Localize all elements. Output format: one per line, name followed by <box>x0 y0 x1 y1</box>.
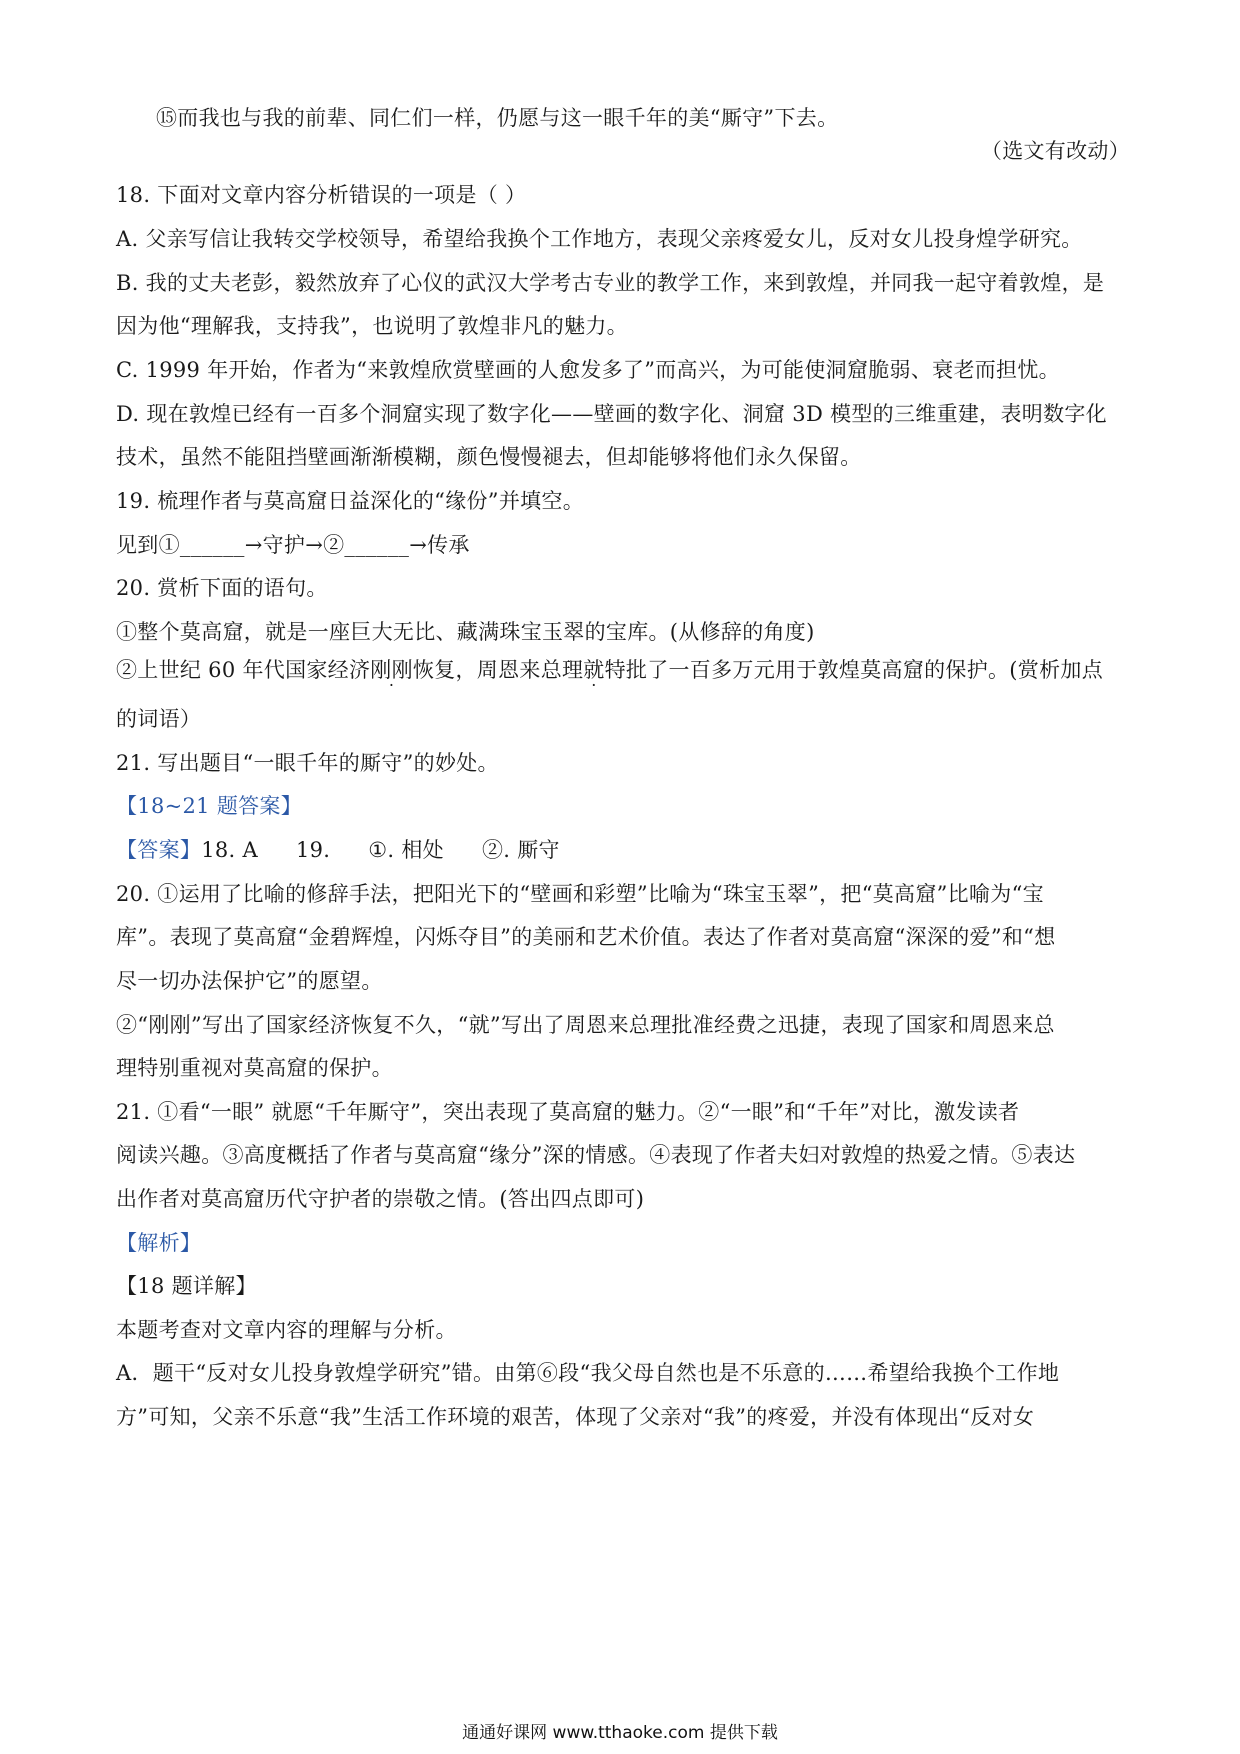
question-18-detail-line-2: A．题干“反对女儿投身敦煌学研究”错。由第⑥段“我父母自然也是不乐意的……希望给我换个工作地 <box>116 1361 1060 1385</box>
question-18-option-b: B. 我的丈夫老彭，毅然放弃了心仪的武汉大学考古专业的教学工作，来到敦煌，并同我一起守着敦煌，是 <box>116 271 1105 295</box>
answer-line <box>116 835 1130 865</box>
question-18-stem: 18. 下面对文章内容分析错误的一项是（ ） <box>116 183 527 207</box>
answer-20-line-4: ②“刚刚”写出了国家经济恢复不久，“就”写出了周恩来总理批准经费之迅捷，表现了国家和周恩来总 <box>116 1013 1055 1037</box>
question-20-stem: 20. 赏析下面的语句。 <box>116 576 328 600</box>
paragraph-15: ⑮而我也与我的前辈、同仁们一样，仍愿与这一眼千年的美“厮守”下去。 <box>156 106 839 130</box>
question-18-detail-line-1: 本题考查对文章内容的理解与分析。 <box>116 1318 457 1342</box>
dotted-word-gang-gang: 刚刚 <box>370 658 413 682</box>
question-20-sentence-2 <box>116 655 1130 685</box>
analysis-header: 【解析】 <box>116 1231 202 1255</box>
sentence-2-text-post: 特批了一百多万元用于敦煌莫高窟的保护。(赏析加点 <box>604 658 1103 682</box>
answer-19-blank-2: ②. 厮守 <box>481 838 560 862</box>
question-18-option-b-cont: 因为他“理解我，支持我”，也说明了敦煌非凡的魅力。 <box>116 314 628 338</box>
answer-21-line-1: 21. ①看“一眼” 就愿“千年厮守”，突出表现了莫高窟的魅力。②“一眼”和“千年”对比，激发读者 <box>116 1100 1020 1124</box>
sentence-2-text-mid: 恢复，周恩来总理 <box>412 658 584 682</box>
question-20-sentence-1: ①整个莫高窟，就是一座巨大无比、藏满珠宝玉翠的宝库。(从修辞的角度) <box>116 620 815 644</box>
answer-21-line-3: 出作者对莫高窟历代守护者的崇敬之情。(答出四点即可) <box>116 1187 645 1211</box>
answer-19-number: 19. <box>295 838 331 862</box>
question-19-stem: 19. 梳理作者与莫高窟日益深化的“缘份”并填空。 <box>116 489 585 513</box>
question-18-detail-line-3: 方”可知，父亲不乐意“我”生活工作环境的艰苦，体现了父亲对“我”的疼爱，并没有体现出“反对女 <box>116 1405 1035 1429</box>
question-18-option-a: A. 父亲写信让我转交学校领导，希望给我换个工作地方，表现父亲疼爱女儿，反对女儿投身煌学研究。 <box>116 227 1083 251</box>
answer-20-line-2: 库”。表现了莫高窟“金碧辉煌，闪烁夺目”的美丽和艺术价值。表达了作者对莫高窟“深深的爱”和“想 <box>116 925 1056 949</box>
question-18-option-d-cont: 技术，虽然不能阻挡壁画渐渐模糊，颜色慢慢褪去，但却能够将他们永久保留。 <box>116 445 862 469</box>
answer-20-line-1: 20. ①运用了比喻的修辞手法，把阳光下的“壁画和彩塑”比喻为“珠宝玉翠”，把“莫高窟”比喻为“宝 <box>116 882 1044 906</box>
question-19-fill: 见到①______→守护→②______→传承 <box>116 533 470 557</box>
answer-20-line-3: 尽一切办法保护它”的愿望。 <box>116 969 383 993</box>
dotted-word-jiu: 就 <box>583 658 605 682</box>
answer-section-header: 【18~21 题答案】 <box>116 794 303 818</box>
answer-20-line-5: 理特别重视对莫高窟的保护。 <box>116 1056 393 1080</box>
answer-tag: 【答案】 <box>116 838 202 862</box>
question-20-sentence-2-cont: 的词语） <box>116 707 202 731</box>
answer-18: 18. A <box>201 838 258 862</box>
question-21-stem: 21. 写出题目“一眼千年的厮守”的妙处。 <box>116 751 499 775</box>
question-18-option-c: C. 1999 年开始，作者为“来敦煌欣赏壁画的人愈发多了”而高兴，为可能使洞窟脆弱、衰老而担忧。 <box>116 358 1060 382</box>
question-18-detail-title: 【18 题详解】 <box>116 1274 257 1298</box>
question-18-option-d: D. 现在敦煌已经有一百多个洞窟实现了数字化——壁画的数字化、洞窟 3D 模型的三维重建，表明数字化 <box>116 402 1107 426</box>
answer-19-blank-1: ①. 相处 <box>368 838 444 862</box>
page-footer: 通通好课网 www.tthaoke.com 提供下载 <box>462 1723 778 1743</box>
answer-21-line-2: 阅读兴趣。③高度概括了作者与莫高窟“缘分”深的情感。④表现了作者夫妇对敦煌的热爱之情。⑤表达 <box>116 1143 1076 1167</box>
source-note: （选文有改动） <box>980 139 1130 163</box>
sentence-2-text-pre: ②上世纪 60 年代国家经济 <box>116 658 371 682</box>
